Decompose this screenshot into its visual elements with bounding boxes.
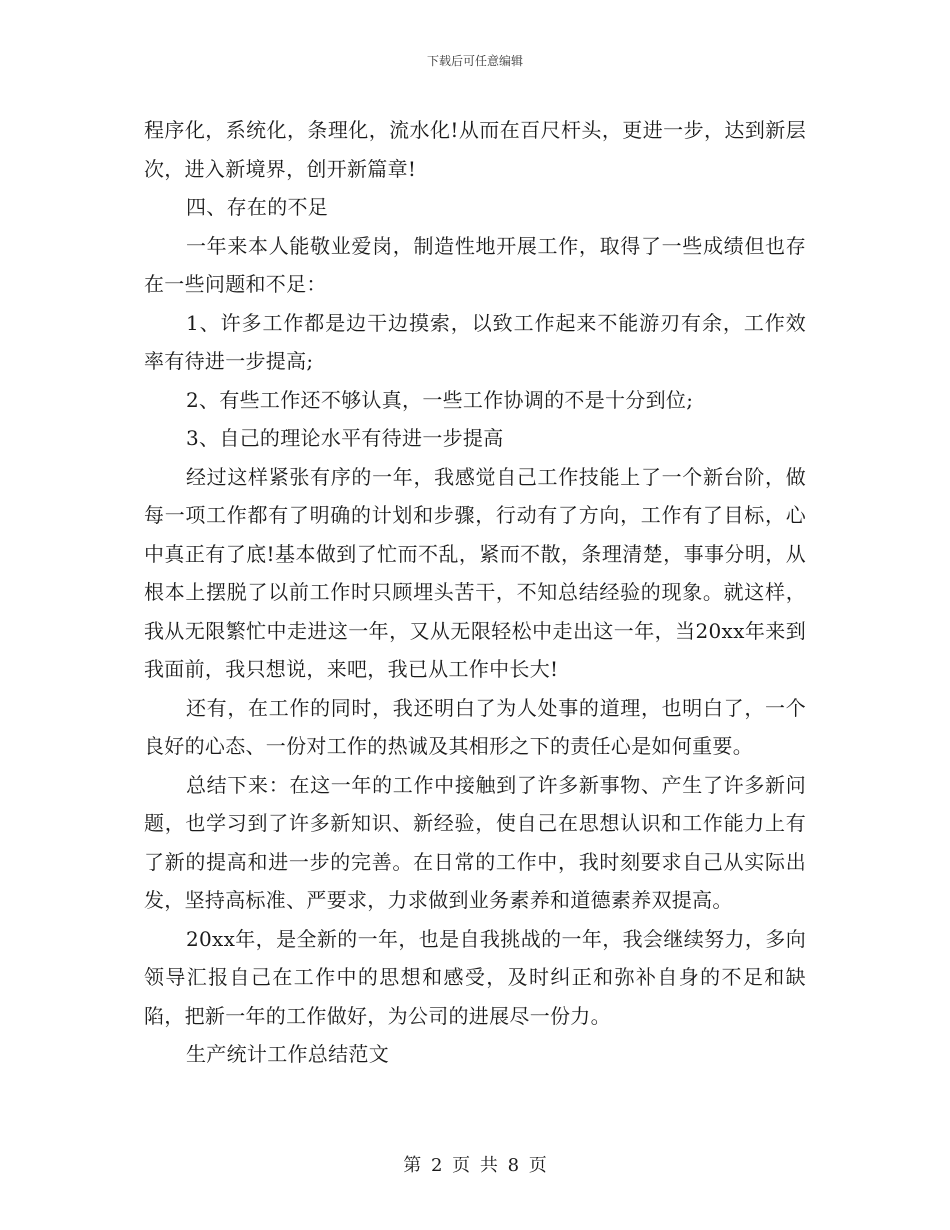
list-item: 3、自己的理论水平有待进一步提高	[186, 426, 504, 450]
section-title: 生产统计工作总结范文	[186, 1042, 389, 1066]
paragraph: 20xx年，是全新的一年，也是自我挑战的一年，我会继续努力，多向领导汇报自己在工作中的思想和感受，及时纠正和弥补自身的不足和缺陷，把新一年的工作做好，为公司的进展尽一份力。	[144, 926, 806, 1028]
list-item: 2、有些工作还不够认真，一些工作协调的不是十分到位;	[186, 387, 694, 412]
paragraph: 总结下来：在这一年的工作中接触到了许多新事物、产生了许多新问题，也学习到了许多新知识、新经验，使自己在思想认识和工作能力上有了新的提高和进一步的完善。在日常的工作中，我时刻要求自己从实际出发，坚持高标准、严要求，力求做到业务素养和道德素养双提高。	[144, 772, 806, 912]
page-number-footer: 第 2 页 共 8 页	[403, 1155, 547, 1176]
paragraph: 程序化，系统化，条理化，流水化!从而在百尺杆头，更进一步，达到新层次，进入新境界，创开新篇章!	[144, 118, 806, 181]
paragraph: 还有，在工作的同时，我还明白了为人处事的道理，也明白了，一个良好的心态、一份对工作的热诚及其相形之下的责任心是如何重要。	[144, 695, 806, 758]
paragraph: 经过这样紧张有序的一年，我感觉自己工作技能上了一个新台阶，做每一项工作都有了明确的计划和步骤，行动有了方向，工作有了目标，心中真正有了底!基本做到了忙而不乱，紧而不散，条理清楚，事事分明，从根本上摆脱了以前工作时只顾埋头苦干，不知总结经验的现象。就这样，我从无限繁忙中走进这一年，又从无限轻松中走出这一年，当20xx年来到我面前，我只想说，来吧，我已从工作中长大!	[144, 464, 806, 681]
document-body	[144, 111, 806, 1074]
page-header: 下载后可任意编辑	[426, 54, 523, 68]
paragraph: 一年来本人能敬业爱岗，制造性地开展工作，取得了一些成绩但也存在一些问题和不足：	[144, 233, 806, 296]
section-heading: 四、存在的不足	[186, 195, 329, 219]
list-item: 1、许多工作都是边干边摸索，以致工作起来不能游刃有余，工作效率有待进一步提高;	[144, 310, 806, 373]
